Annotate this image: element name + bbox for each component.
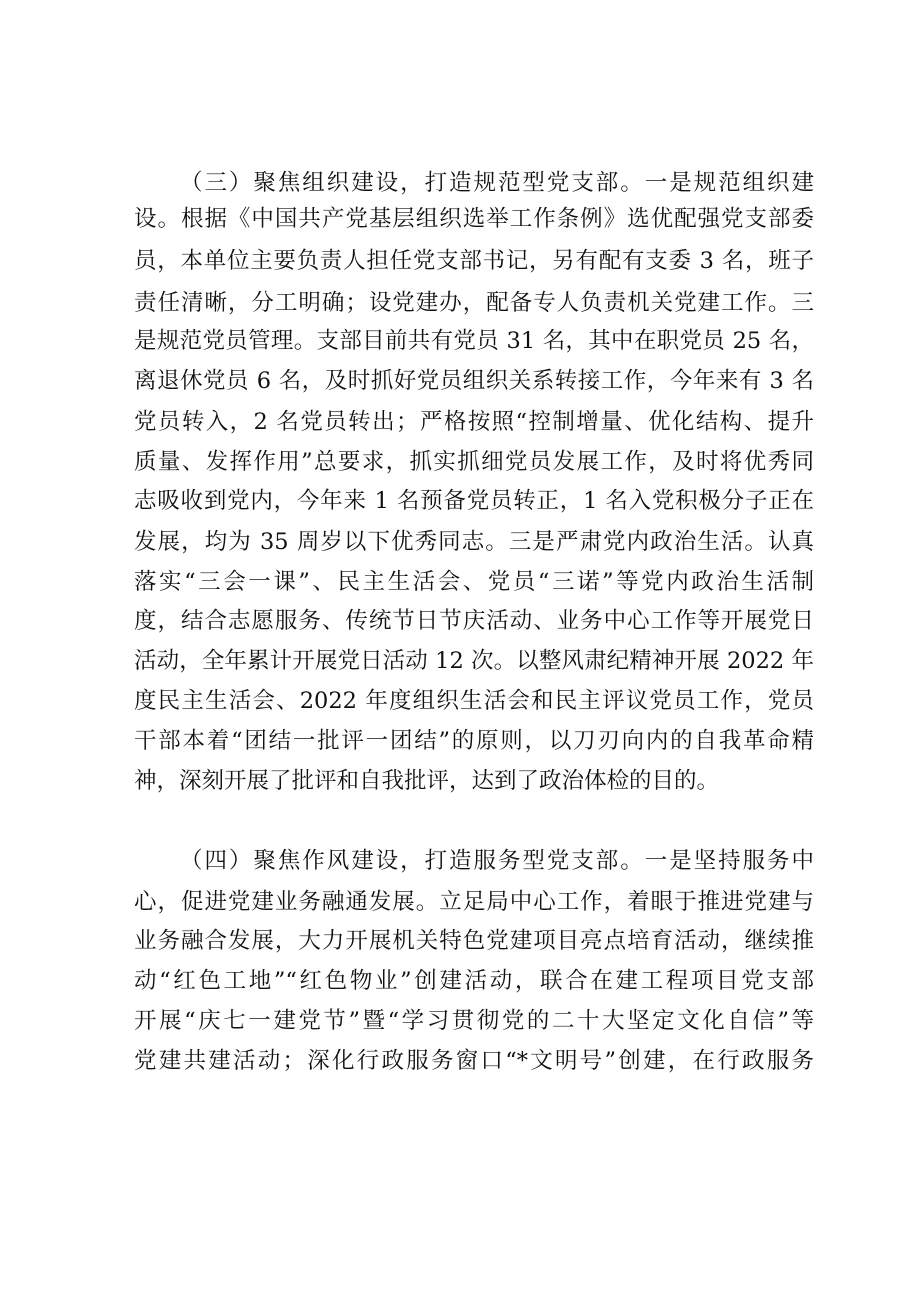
paragraph-line: 质量、发挥作用”总要求，抓实抓细党员发展工作，及时将优秀同 <box>134 449 814 475</box>
paragraph-line: 心，促进党建业务融通发展。立足局中心工作，着眼于推进党建与 <box>134 889 814 915</box>
paragraph-line: 设。根据《中国共产党基层组织选举工作条例》选优配强党支部委 <box>134 206 814 232</box>
paragraph-line: （四）聚焦作风建设，打造服务型党支部。一是坚持服务中 <box>180 848 814 874</box>
paragraph-line: 度，结合志愿服务、传统节日节庆活动、业务中心工作等开展党日 <box>134 608 814 634</box>
paragraph-line: 业务融合发展，大力开展机关特色党建项目亮点培育活动，继续推 <box>134 928 814 954</box>
paragraph-line: 党建共建活动；深化行政服务窗口“*文明号”创建，在行政服务 <box>134 1048 814 1074</box>
paragraph-line: 党员转入，2 名党员转出；严格按照“控制增量、优化结构、提升 <box>134 409 814 435</box>
paragraph-line: 干部本着“团结一批评一团结”的原则，以刀刃向内的自我革命精 <box>134 728 814 754</box>
paragraph-line: 开展“庆七一建党节”暨“学习贯彻党的二十大坚定文化自信”等 <box>134 1008 814 1034</box>
paragraph-line: 是规范党员管理。支部目前共有党员 31 名，其中在职党员 25 名， <box>134 328 814 354</box>
paragraph-line: 员，本单位主要负责人担任党支部书记，另有配有支委 3 名，班子 <box>134 248 814 274</box>
paragraph-line: 度民主生活会、2022 年度组织生活会和民主评议党员工作，党员 <box>134 688 814 714</box>
paragraph-line: 离退休党员 6 名，及时抓好党员组织关系转接工作，今年来有 3 名 <box>134 368 814 394</box>
paragraph-line: 志吸收到党内，今年来 1 名预备党员转正，1 名入党积极分子正在 <box>134 488 814 514</box>
paragraph-line: 责任清晰，分工明确；设党建办，配备专人负责机关党建工作。三 <box>134 290 814 316</box>
paragraph-line: 神，深刻开展了批评和自我批评，达到了政治体检的目的。 <box>134 768 720 794</box>
paragraph-line: 活动，全年累计开展党日活动 12 次。以整风肃纪精神开展 2022 年 <box>134 648 814 674</box>
paragraph-line: 发展，均为 35 周岁以下优秀同志。三是严肃党内政治生活。认真 <box>134 529 814 555</box>
paragraph-line: 落实“三会一课”、民主生活会、党员“三诺”等党内政治生活制 <box>134 569 814 595</box>
paragraph-line: 动“红色工地”“红色物业”创建活动，联合在建工程项目党支部 <box>134 968 814 994</box>
paragraph-line: （三）聚焦组织建设，打造规范型党支部。一是规范组织建 <box>180 170 814 196</box>
